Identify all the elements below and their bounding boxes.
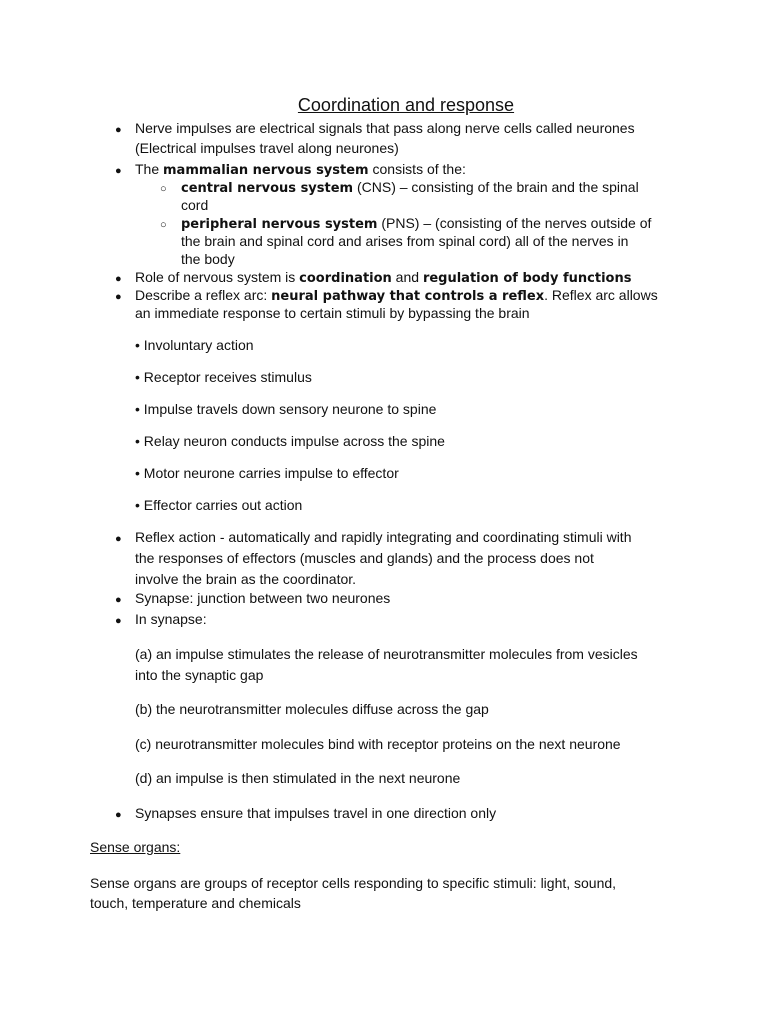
reflex-step: • Effector carries out action [135, 497, 303, 513]
bullet-icon: ● [115, 124, 122, 136]
sub-bullet-icon: ○ [160, 183, 167, 195]
text-line [181, 214, 651, 234]
synapse-step: (a) an impulse stimulates the release of neurotransmitter molecules from vesicles [135, 646, 638, 662]
synapse-step: (d) an impulse is then stimulated in the next neurone [135, 770, 461, 786]
bullet-icon: ● [115, 533, 122, 545]
page-title: Coordination and response [297, 95, 515, 115]
text-line: an immediate response to certain stimuli by bypassing the brain [135, 305, 530, 321]
text-span: consists of the: [368, 161, 466, 177]
reflex-step: • Motor neurone carries impulse to effector [135, 465, 399, 481]
text-span: (PNS) – (consisting of the nerves outside of [377, 215, 652, 231]
text-span: Describe a reflex arc: [135, 287, 272, 303]
text-line: touch, temperature and chemicals [90, 895, 301, 911]
text-line: the responses of effectors (muscles and glands) and the process does not [135, 550, 594, 566]
text-span: (CNS) – consisting of the brain and the spinal [353, 179, 639, 195]
text-span: The [135, 161, 164, 177]
bold-term: neural pathway that controls a reflex [271, 289, 545, 304]
text-line: cord [181, 197, 209, 213]
bullet-icon: ● [115, 165, 122, 177]
reflex-step: • Involuntary action [135, 337, 254, 353]
section-heading: Sense organs: [90, 839, 181, 855]
text-line [135, 160, 466, 180]
bold-term: coordination [299, 271, 392, 286]
synapse-step: (c) neurotransmitter molecules bind with receptor proteins on the next neurone [135, 736, 621, 752]
reflex-step: • Relay neuron conducts impulse across the spine [135, 433, 445, 449]
sub-bullet-icon: ○ [160, 219, 167, 231]
reflex-step: • Receptor receives stimulus [135, 369, 312, 385]
text-line [181, 178, 639, 198]
bullet-icon: ● [115, 594, 122, 606]
text-line [135, 268, 631, 288]
synapse-step: (b) the neurotransmitter molecules diffuse across the gap [135, 701, 489, 717]
reflex-step: • Impulse travels down sensory neurone to spine [135, 401, 437, 417]
text-line: Sense organs are groups of receptor cells responding to specific stimuli: light, sound, [90, 875, 617, 891]
bullet-icon: ● [115, 273, 122, 285]
text-line: the brain and spinal cord and arises from spinal cord) all of the nerves in [181, 233, 629, 249]
bullet-icon: ● [115, 809, 122, 821]
text-span: Role of nervous system is [135, 269, 300, 285]
bold-term: central nervous system [181, 181, 354, 196]
text-span: . Reflex arc allows [544, 287, 658, 303]
bold-term: regulation of body functions [422, 271, 632, 286]
bullet-icon: ● [115, 615, 122, 627]
text-line: In synapse: [135, 611, 207, 627]
text-span: and [391, 269, 423, 285]
text-line: Synapses ensure that impulses travel in one direction only [135, 805, 497, 821]
text-line: involve the brain as the coordinator. [135, 571, 357, 587]
text-line [135, 286, 658, 306]
text-line: Nerve impulses are electrical signals that pass along nerve cells called neurones [135, 120, 635, 136]
text-line: Synapse: junction between two neurones [135, 590, 391, 606]
bold-term: mammalian nervous system [163, 163, 369, 178]
text-line: (Electrical impulses travel along neurones) [135, 140, 399, 156]
text-line: Reflex action - automatically and rapidly integrating and coordinating stimuli with [135, 529, 632, 545]
synapse-step: into the synaptic gap [135, 667, 264, 683]
text-line: the body [181, 251, 235, 267]
bold-term: peripheral nervous system [181, 217, 378, 232]
bullet-icon: ● [115, 291, 122, 303]
